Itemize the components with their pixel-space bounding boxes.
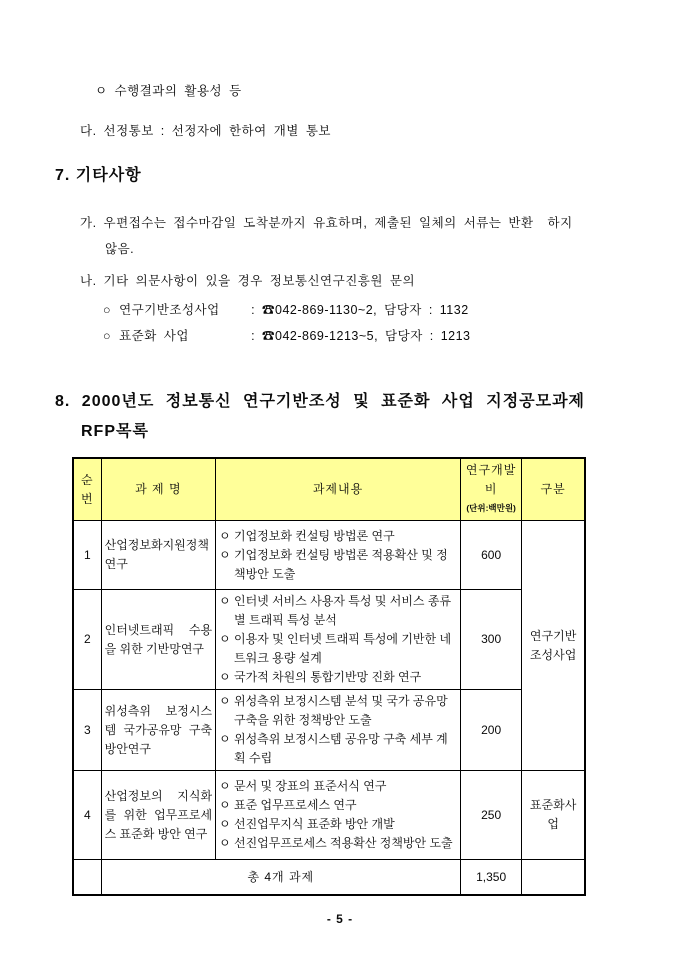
col-header-name: 과 제 명 bbox=[101, 458, 215, 521]
mail-receipt-label: 가. bbox=[80, 216, 97, 230]
contact-item-research-base bbox=[103, 297, 471, 323]
cell-project-content bbox=[216, 771, 461, 860]
content-item: ㅇ 기업정보화 컨설팅 방법론 연구 bbox=[219, 528, 395, 543]
mail-receipt-line2: 않음. bbox=[105, 242, 135, 256]
contact-phone: : ☎042-869-1213~5, 담당자 : 1213 bbox=[251, 329, 471, 343]
table-row bbox=[73, 690, 585, 771]
total-budget-cell: 1,350 bbox=[461, 860, 522, 896]
table-total-row bbox=[73, 860, 585, 896]
contact-label: 연구기반조성사업 bbox=[119, 303, 220, 317]
content-item: ㅇ 위성측위 보정시스템 분석 및 국가 공유망 구축을 위한 정책방안 도출 bbox=[219, 694, 448, 727]
contact-label: 표준화 사업 bbox=[119, 329, 189, 343]
mail-receipt-line1 bbox=[80, 210, 620, 236]
misc-section-heading: 7. 기타사항 bbox=[55, 167, 142, 184]
selection-notice-line: 다. 선정통보 : 선정자에 한하여 개별 통보 bbox=[80, 124, 331, 138]
rfp-list-heading-line1: 8. 2000년도 정보통신 연구기반조성 및 표준화 사업 지정공모과제 bbox=[55, 393, 585, 410]
cell-no: 1 bbox=[73, 521, 101, 590]
content-item: ㅇ 표준 업무프로세스 연구 bbox=[219, 798, 357, 812]
content-item: ㅇ 기업정보화 컨설팅 방법론 적용확산 및 정책방안 도출 bbox=[219, 547, 448, 581]
cell-project-name: 위성측위 보정시스템 국가공유망 구축 방안연구 bbox=[101, 690, 215, 771]
budget-header-title: 연구개발비 bbox=[465, 463, 517, 496]
circle-bullet-icon: ○ bbox=[103, 329, 112, 343]
budget-header-unit: (단위:백만원) bbox=[466, 503, 516, 513]
result-usage-bullet-line: ㅇ 수행결과의 활용성 등 bbox=[95, 84, 242, 98]
inquiry-line: 나. 기타 의문사항이 있을 경우 정보통신연구진흥원 문의 bbox=[80, 274, 416, 288]
table-header-row bbox=[73, 458, 585, 521]
cell-project-name: 산업정보의 지식화를 위한 업무프로세스 표준화 방안 연구 bbox=[101, 771, 215, 860]
col-header-no: 순번 bbox=[73, 458, 101, 521]
total-empty-category-cell bbox=[522, 860, 585, 896]
cell-no: 4 bbox=[73, 771, 101, 860]
cell-project-content bbox=[216, 590, 461, 690]
cell-project-content bbox=[216, 521, 461, 590]
cell-no: 2 bbox=[73, 590, 101, 690]
circle-bullet-icon: ○ bbox=[103, 303, 112, 317]
cell-project-content bbox=[216, 690, 461, 771]
mail-receipt-paragraph bbox=[80, 210, 620, 262]
col-header-budget bbox=[461, 458, 522, 521]
rfp-table bbox=[72, 457, 586, 896]
content-item: ㅇ 인터넷 서비스 사용자 특성 및 서비스 종류별 트래픽 특성 분석 bbox=[219, 594, 452, 627]
rfp-list-heading-line2: RFP목록 bbox=[81, 423, 149, 440]
table-row bbox=[73, 590, 585, 690]
mail-receipt-text: 우편접수는 접수마감일 도착분까지 유효하며, 제출된 일체의 서류는 반환 하지 bbox=[103, 216, 573, 230]
content-item: ㅇ 문서 및 장표의 표준서식 연구 bbox=[219, 779, 387, 793]
contact-phone: : ☎042-869-1130~2, 담당자 : 1132 bbox=[251, 303, 469, 317]
cell-project-name: 인터넷트래픽 수용을 위한 기반망연구 bbox=[101, 590, 215, 690]
cell-budget: 200 bbox=[461, 690, 522, 771]
cell-budget: 600 bbox=[461, 521, 522, 590]
content-item: ㅇ 이용자 및 인터넷 트래픽 특성에 기반한 네트워크 용량 설계 bbox=[219, 632, 452, 665]
contact-item-standardization bbox=[103, 323, 471, 349]
cell-category-research-base: 연구기반조성사업 bbox=[522, 521, 585, 771]
cell-project-name: 산업정보화지원정책 연구 bbox=[101, 521, 215, 590]
cell-no: 3 bbox=[73, 690, 101, 771]
page-number: - 5 - bbox=[326, 912, 354, 926]
content-item: ㅇ 선진업무프로세스 적용확산 정책방안 도출 bbox=[219, 836, 453, 850]
cell-category-standardization: 표준화사업 bbox=[522, 771, 585, 860]
content-item: ㅇ 위성측위 보정시스템 공유망 구축 세부 계획 수립 bbox=[219, 732, 448, 765]
table-row bbox=[73, 771, 585, 860]
content-item: ㅇ 선진업무지식 표준화 방안 개발 bbox=[219, 817, 395, 831]
content-item: ㅇ 국가적 차원의 통합기반망 진화 연구 bbox=[219, 670, 422, 684]
table-row bbox=[73, 521, 585, 590]
rfp-list-heading bbox=[55, 387, 585, 447]
total-empty-no-cell bbox=[73, 860, 101, 896]
cell-budget: 300 bbox=[461, 590, 522, 690]
col-header-content: 과제내용 bbox=[216, 458, 461, 521]
contact-list bbox=[103, 297, 471, 349]
cell-budget: 250 bbox=[461, 771, 522, 860]
total-label-cell: 총 4개 과제 bbox=[101, 860, 460, 896]
col-header-category: 구분 bbox=[522, 458, 585, 521]
